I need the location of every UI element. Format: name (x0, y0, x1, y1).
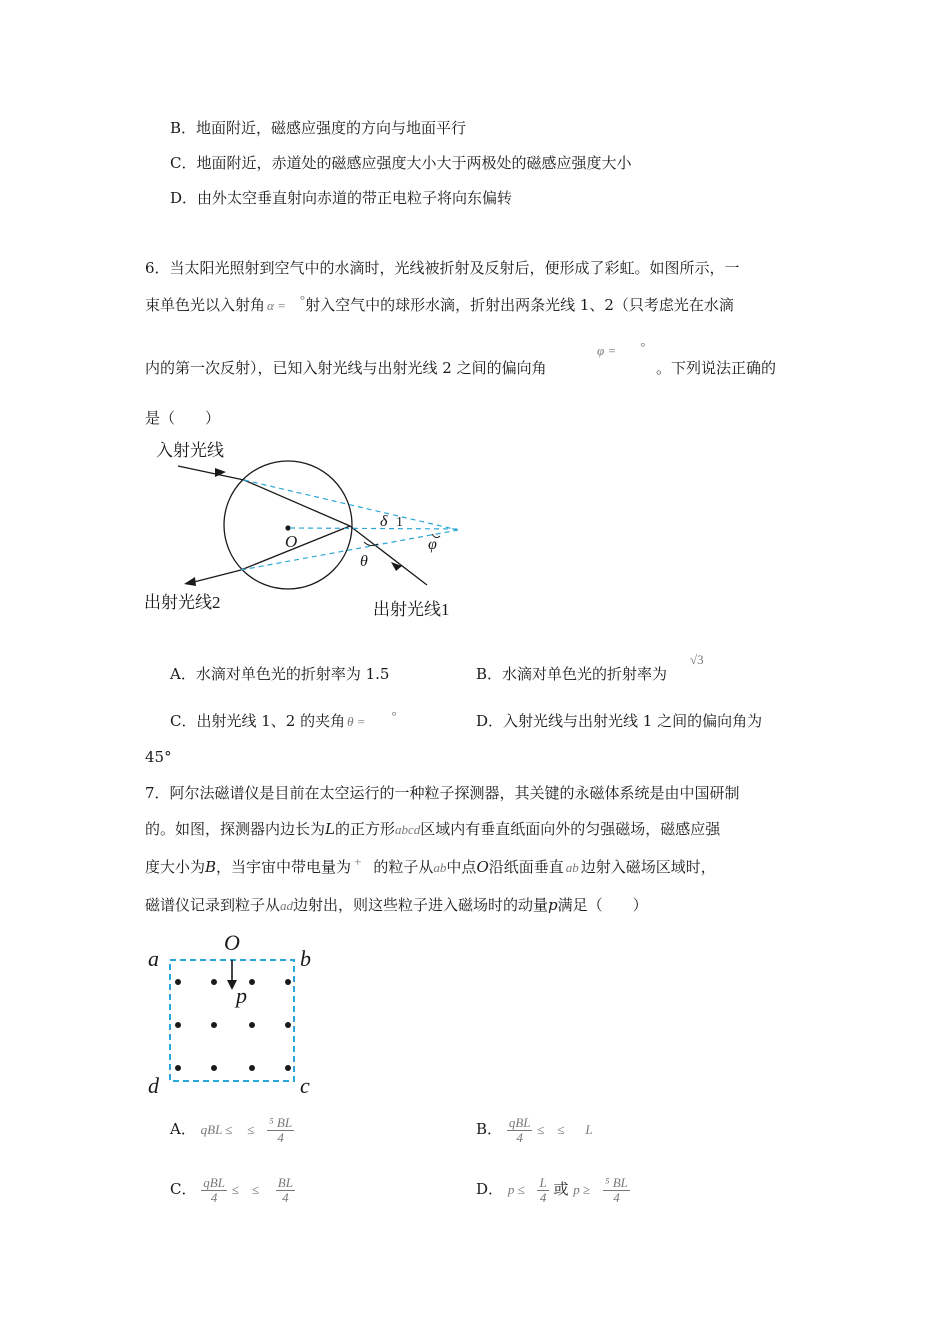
dashed-incident-extension (244, 480, 458, 530)
center-label: O (285, 532, 298, 551)
corner-b: b (300, 946, 311, 971)
entry-point-o: O (224, 930, 240, 955)
q7-stem-line4: 磁谱仪记录到粒子从ad边射出，则这些粒子进入磁场时的动量p满足（ ） (145, 896, 648, 914)
q6-stem-line3a: 内的第一次反射），已知入射光线与出射光线 2 之间的偏向角 (145, 359, 547, 377)
dashed-axis (290, 528, 458, 529)
exit-ray-1-label: 出射光线1 (373, 600, 450, 619)
center-dot (285, 525, 290, 530)
delta-label: δ (380, 513, 388, 530)
dashed-exit2-extension (241, 530, 458, 570)
q7-stem-line2: 的。如图，探测器内边长为L的正方形abcd区域内有垂直纸面向外的匀强磁场，磁感应强 (145, 820, 721, 838)
q7-option-b: B． $\frac{\text{qBL}}{4}$ ≤ ≤ L (476, 1114, 593, 1145)
q6-stem-line3b: 。下列说法正确的 (656, 359, 777, 377)
q6-option-d: D．入射光线与出射光线 1 之间的偏向角为 (476, 712, 763, 730)
q6-option-a: A．水滴对单色光的折射率为 1.5 (170, 665, 390, 683)
incident-ray-label: 入射光线 (156, 441, 224, 460)
corner-d: d (148, 1073, 159, 1098)
q7-stem-line3: 度大小为B，当宇宙中带电量为 + 的粒子从ab中点O沿纸面垂直 ab 边射入磁场区域时， (145, 854, 716, 876)
exit-ray-1-arrowhead (391, 562, 402, 571)
q6-stem-line2: 束单色光以入射角 α = °射入空气中的球形水滴，折射出两条光线 1、2（只考虑光在水滴 (145, 292, 734, 314)
incident-ray (178, 466, 244, 480)
theta-label: θ (360, 553, 368, 570)
corner-a: a (148, 946, 159, 971)
corner-c: c (300, 1073, 310, 1098)
exit-ray-2-label: 出射光线2 (144, 593, 221, 612)
q6-option-b: B．水滴对单色光的折射率为 (476, 665, 668, 683)
q6-option-b-math: √3 (690, 652, 704, 667)
q7-magnetic-field-figure (140, 928, 330, 1100)
q7-option-d: D． p ≤ $\frac{L}{4}$ 或 p ≥ $\frac{\text{⁵ BL}}{4}$ (476, 1174, 628, 1205)
momentum-label: p (236, 983, 247, 1008)
exit-ray-2-arrowhead (184, 577, 196, 586)
q5-option-d: D．由外太空垂直射向赤道的带正电粒子将向东偏转 (170, 189, 513, 207)
q6-stem-line1: 6．当太阳光照射到空气中的水滴时，光线被折射及反射后，便形成了彩虹。如图所示，一 (145, 259, 740, 277)
field-out-of-page-dots (175, 979, 291, 1071)
q6-option-c: C．出射光线 1、2 的夹角 θ = ° (170, 708, 397, 730)
one-label: 1 (396, 515, 403, 530)
q5-option-b: B．地面附近，磁感应强度的方向与地面平行 (170, 119, 467, 137)
q7-option-c: C． $\frac{\text{qBL}}{4}$ ≤ ≤ $\frac{BL}{4}$ (170, 1174, 293, 1205)
q6-option-d-cont: 45° (145, 748, 172, 766)
q6-water-drop-figure (140, 432, 480, 632)
q7-stem-line1: 7．阿尔法磁谱仪是目前在太空运行的一种粒子探测器，其关键的永磁体系统是由中国研制 (145, 784, 740, 802)
q6-phi-math: φ = ° (597, 339, 646, 358)
q5-option-c: C．地面附近，赤道处的磁感应强度大小大于两极处的磁感应强度大小 (170, 154, 632, 172)
q7-option-a: A． qBL ≤ ≤ $\frac{\text{⁵ BL}}{4}$ (170, 1114, 293, 1145)
phi-label: φ (428, 536, 437, 553)
refracted-ray (244, 480, 350, 526)
q6-stem-line4: 是（ ） (145, 409, 221, 427)
